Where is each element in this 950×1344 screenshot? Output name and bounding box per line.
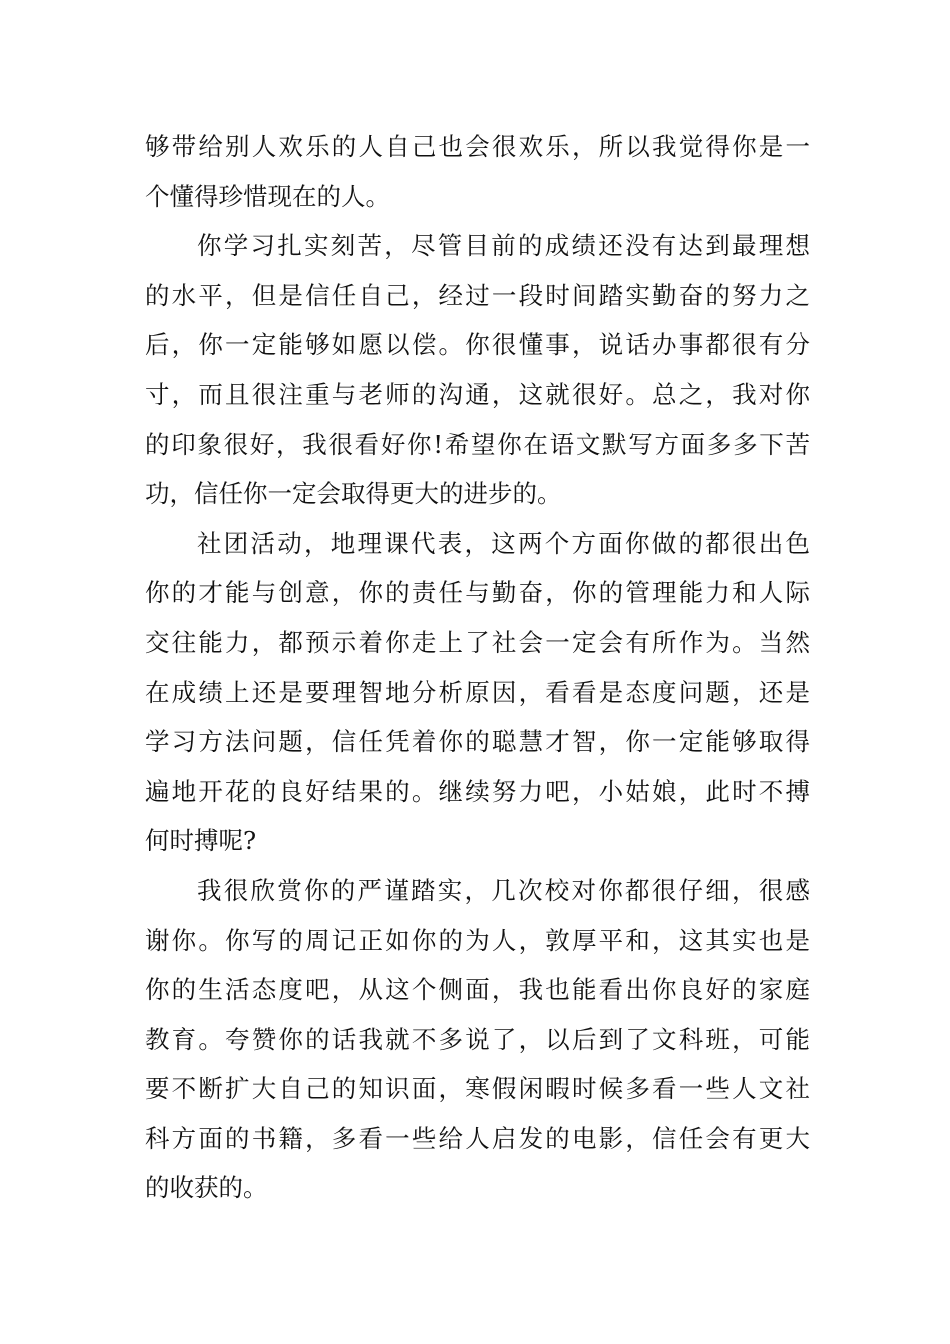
text-line: 谢你。你写的周记正如你的为人，敦厚平和，这其实也是: [145, 925, 810, 955]
text-line: 的水平，但是信任自己，经过一段时间踏实勤奋的努力之: [145, 280, 810, 310]
text-line: 何时搏呢?: [145, 826, 257, 856]
text-line: 社团活动，地理课代表，这两个方面你做的都很出色: [197, 528, 810, 558]
document-body: [145, 122, 810, 1213]
text-line: 我很欣赏你的严谨踏实，几次校对你都很仔细，很感: [197, 875, 810, 905]
text-line: 的印象很好，我很看好你!希望你在语文默写方面多多下苦: [145, 429, 810, 459]
text-line: 够带给别人欢乐的人自己也会很欢乐，所以我觉得你是一: [145, 132, 810, 161]
text-line: 寸，而且很注重与老师的沟通，这就很好。总之，我对你: [145, 379, 810, 409]
text-line: 遍地开花的良好结果的。继续努力吧，小姑娘，此时不搏: [145, 776, 810, 806]
text-line: 教育。夸赞你的话我就不多说了，以后到了文科班，可能: [145, 1024, 810, 1054]
text-line: 学习方法问题，信任凭着你的聪慧才智，你一定能够取得: [145, 727, 810, 757]
text-line: 你学习扎实刻苦，尽管目前的成绩还没有达到最理想: [197, 231, 810, 261]
text-line: 后，你一定能够如愿以偿。你很懂事，说话办事都很有分: [145, 330, 810, 360]
text-line: 交往能力，都预示着你走上了社会一定会有所作为。当然: [145, 627, 810, 657]
text-line: 你的生活态度吧，从这个侧面，我也能看出你良好的家庭: [145, 975, 810, 1005]
text-line: 个懂得珍惜现在的人。: [145, 181, 390, 211]
text-line: 你的才能与创意，你的责任与勤奋，你的管理能力和人际: [145, 578, 810, 608]
text-line: 的收获的。: [145, 1173, 268, 1203]
text-line: 要不断扩大自己的知识面，寒假闲暇时候多看一些人文社: [145, 1074, 810, 1104]
text-line: 科方面的书籍，多看一些给人启发的电影，信任会有更大: [145, 1123, 810, 1153]
text-line: 在成绩上还是要理智地分析原因，看看是态度问题，还是: [145, 677, 810, 707]
text-line: 功，信任你一定会取得更大的进步的。: [145, 479, 562, 509]
